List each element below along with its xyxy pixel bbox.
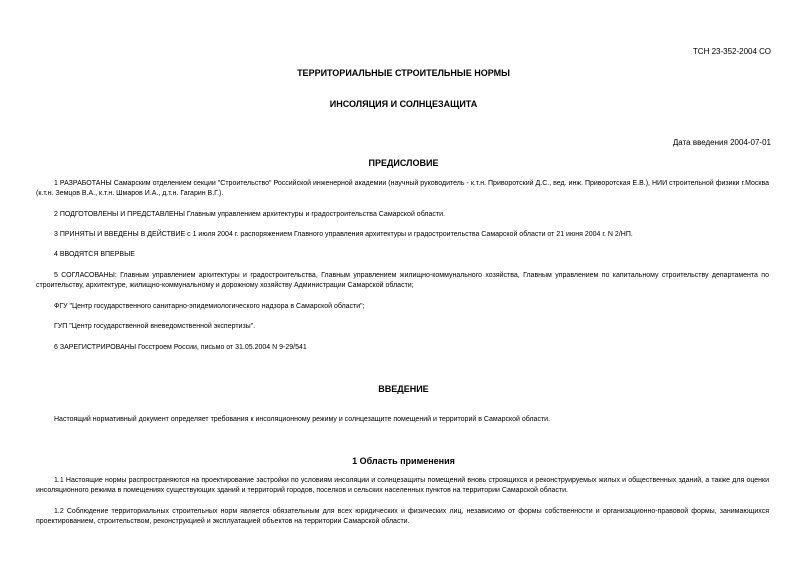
preface-item: ГУП "Центр государственной вневедомственной экспертизы". bbox=[54, 323, 256, 330]
preface-item: 2 ПОДГОТОВЛЕНЫ И ПРЕДСТАВЛЕНЫ Главным управлением архитектуры и градостроительства Самарской области. bbox=[54, 211, 445, 218]
section1-item: 1.1 Настоящие нормы распространяются на проектирование застройки по условиям инсоляции и солнцезащиты помещений вновь строящихся и реконструируемых жилых и общественных зданий, а также для оценки инсоляционного режима в помещениях существующих зданий и территорий городов, поселков и сельских населенных пунктов на территории Самарской области. bbox=[36, 477, 769, 494]
document-code: ТСН 23-352-2004 СО bbox=[692, 47, 771, 56]
section1-item: 1.2 Соблюдение территориальных строительных норм является обязательным для всех юридических и физических лиц, независимо от формы собственности и организационно-правовой формы, занимающихся проектированием, строительством, реконструкцией и эксплуатацией объектов на территории Самарской области. bbox=[36, 508, 769, 525]
preface-item: ФГУ "Центр государственного санитарно-эпидемиологического надзора в Самарской области"; bbox=[54, 303, 365, 310]
document-title: ТЕРРИТОРИАЛЬНЫЕ СТРОИТЕЛЬНЫЕ НОРМЫ bbox=[297, 68, 510, 78]
section1-heading: 1 Область применения bbox=[352, 456, 455, 466]
introduction-text: Настоящий нормативный документ определяет требования к инсоляционному режиму и солнцезащите помещений и территорий в Самарской области. bbox=[54, 416, 551, 423]
preface-item: 1 РАЗРАБОТАНЫ Самарским отделением секции "Строительство" Российской инженерной академии (научный руководитель - к.т.н. Приворотский Д.С., вед. инж. Приворотская Е.В.), НИИ строительной физики г.Москва (к.т.н. Земцов В.А., к.т.н. Шмаров И.А., д.т.н. Гагарин В.Г.). bbox=[36, 180, 769, 197]
introduction-date: Дата введения 2004-07-01 bbox=[672, 138, 771, 147]
introduction-heading: ВВЕДЕНИЕ bbox=[378, 384, 429, 394]
preface-heading: ПРЕДИСЛОВИЕ bbox=[368, 158, 439, 168]
document-subtitle: ИНСОЛЯЦИЯ И СОЛНЦЕЗАЩИТА bbox=[329, 99, 478, 109]
preface-item: 5 СОГЛАСОВАНЫ: Главным управлением архитектуры и градостроительства, Главным управлением жилищно-коммунального хозяйства, Главным управлением по капитальному строительству департамента по строительству, архитектуре, жилищно-коммунальному и дорожному хозяйству Администрации Самарской области; bbox=[36, 272, 769, 289]
preface-item: 4 ВВОДЯТСЯ ВПЕРВЫЕ bbox=[54, 251, 135, 258]
preface-item: 6 ЗАРЕГИСТРИРОВАНЫ Госстроем России, письмо от 31.05.2004 N 9-29/541 bbox=[54, 344, 307, 351]
preface-item: 3 ПРИНЯТЫ И ВВЕДЕНЫ В ДЕЙСТВИЕ с 1 июля 2004 г. распоряжением Главного управления архитектуры и градостроительства Самарской области от 21 июня 2004 г. N 2/НП. bbox=[54, 231, 633, 238]
